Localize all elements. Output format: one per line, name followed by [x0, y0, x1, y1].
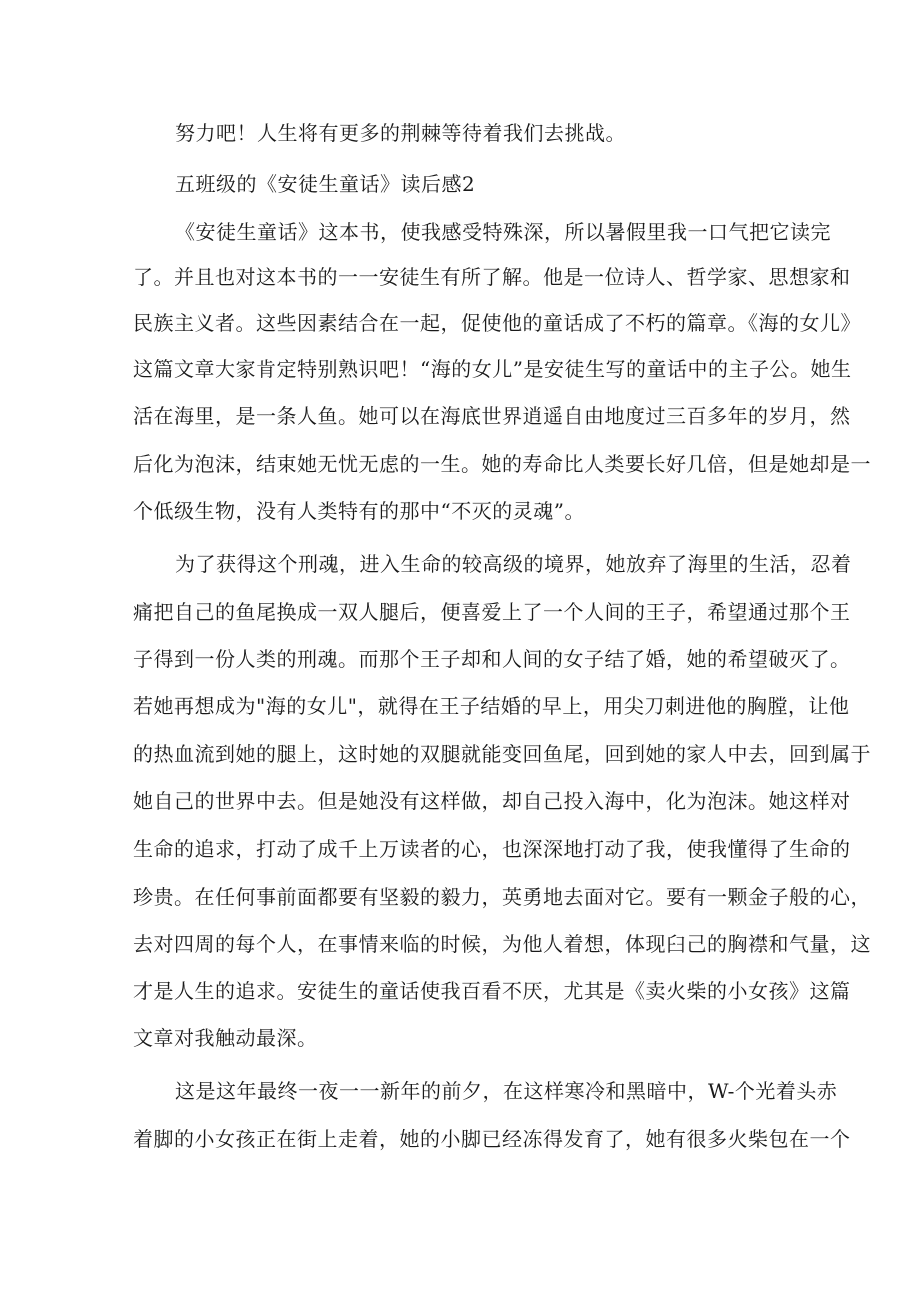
section-title: 五班级的《安徒生童话》读后感2 [175, 172, 476, 196]
paragraph-line: 活在海里，是一条人鱼。她可以在海底世界逍遥自由地度过三百多年的岁月，然 [133, 404, 851, 428]
paragraph-line: 努力吧！人生将有更多的荆棘等待着我们去挑战。 [175, 121, 626, 145]
paragraph-line: 这篇文章大家肯定特别熟识吧！“海的女儿”是安徒生写的童话中的主子公。她生 [133, 357, 852, 381]
paragraph-line: 为了获得这个刑魂，进入生命的较高级的境界，她放弃了海里的生活，忍着 [175, 552, 852, 576]
paragraph-line: 痛把自己的鱼尾换成一双人腿后，便喜爱上了一个人间的王子，希望通过那个王 [133, 600, 851, 624]
paragraph-line: 若她再想成为"海的女儿"，就得在王子结婚的早上，用尖刀刺进他的胸膛，让他 [133, 694, 850, 718]
paragraph-line: 了。并且也对这本书的一一安徒生有所了解。他是一位诗人、哲学家、思想家和 [133, 265, 851, 289]
paragraph-line: 生命的追求，打动了成千上万读者的心，也深深地打动了我，使我懂得了生命的 [133, 837, 851, 861]
paragraph-line: 珍贵。在任何事前面都要有坚毅的毅力，英勇地去面对它。要有一颗金子般的心， [133, 885, 871, 909]
paragraph-line: 后化为泡沫，结束她无忧无虑的一生。她的寿命比人类要长好几倍，但是她却是一 [133, 452, 871, 476]
paragraph-line: 的热血流到她的腿上，这时她的双腿就能变回鱼尾，回到她的家人中去，回到属于 [133, 742, 871, 766]
paragraph-line: 去对四周的每个人，在事情来临的时候，为他人着想，体现臼己的胸襟和气量，这 [133, 932, 871, 956]
paragraph-line: 子得到一份人类的刑魂。而那个王子却和人间的女子结了婚，她的希望破灭了。 [133, 647, 851, 671]
paragraph-line: 这是这年最终一夜一一新年的前夕，在这样寒冷和黑暗中，W-个光着头赤 [175, 1079, 838, 1103]
paragraph-line: 才是人生的追求。安徒生的童话使我百看不厌，尤其是《卖火柴的小女孩》这篇 [133, 979, 851, 1003]
paragraph-line: 《安徒生童话》这本书，使我感受特殊深，所以暑假里我一口气把它读完 [175, 220, 831, 244]
paragraph-line: 她自己的世界中去。但是她没有这样做，却自己投入海中，化为泡沫。她这样对 [133, 789, 851, 813]
paragraph-line: 文章对我触动最深。 [133, 1026, 318, 1050]
paragraph-line: 民族主义者。这些因素结合在一起，促使他的童话成了不朽的篇章。《海的女儿》 [133, 311, 861, 335]
paragraph-line: 着脚的小女孩正在街上走着，她的小脚已经冻得发育了，她有很多火柴包在一个 [133, 1127, 851, 1151]
paragraph-line: 个低级生物，没有人类特有的那中“不灭的灵魂”。 [133, 499, 585, 523]
